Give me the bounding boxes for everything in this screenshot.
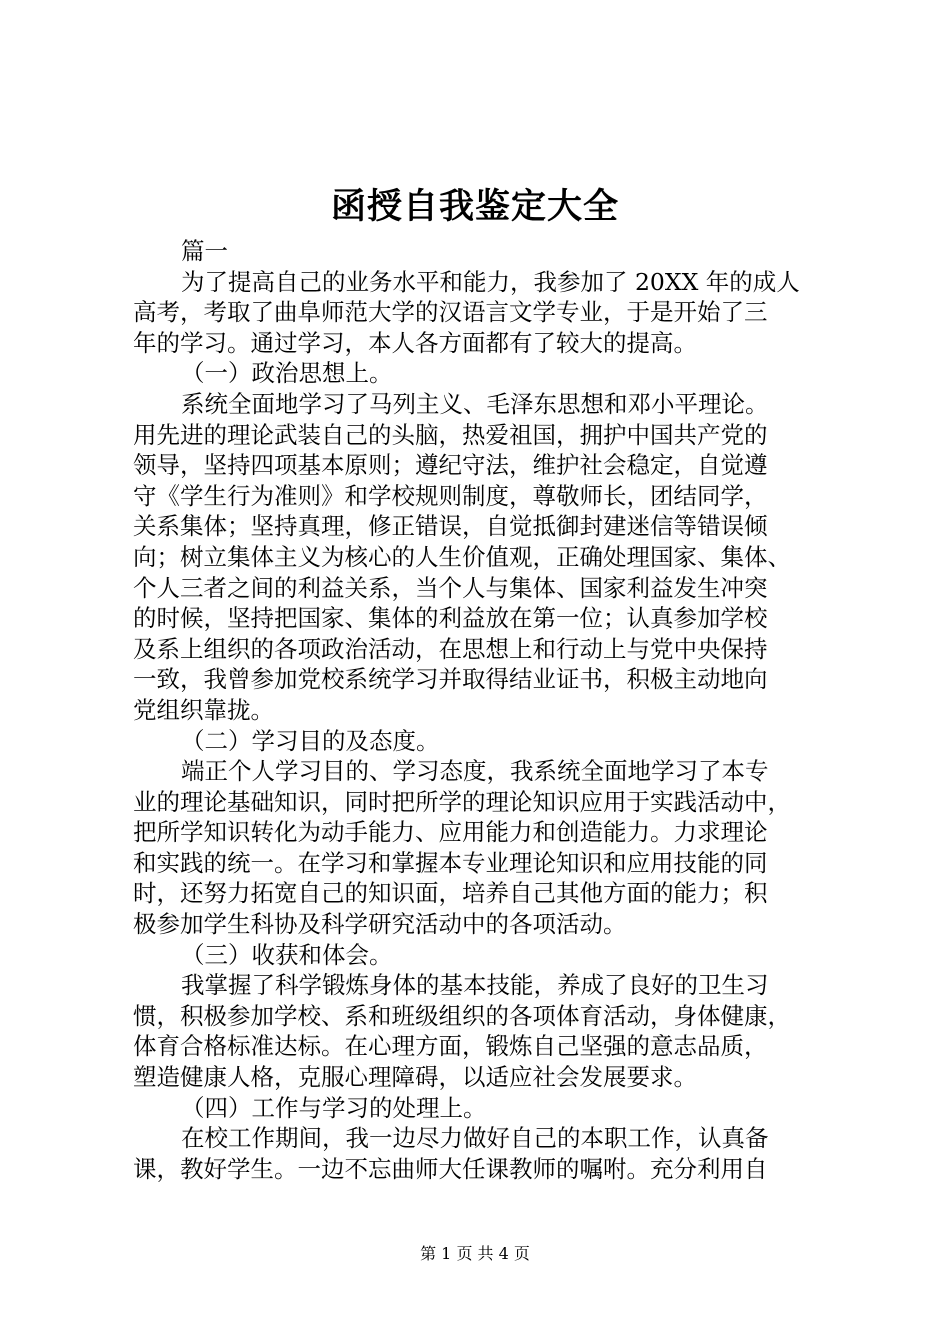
body-line: 业的理论基础知识，同时把所学的理论知识应用于实践活动中， — [133, 787, 791, 816]
body-line: 守《学生行为准则》和学校规则制度，尊敬师长，团结同学， — [133, 481, 768, 510]
body-line: （三）收获和体会。 — [181, 940, 393, 969]
body-line: 年的学习。通过学习，本人各方面都有了较大的提高。 — [133, 328, 697, 357]
body-line: 体育合格标准达标。在心理方面，锻炼自己坚强的意志品质， — [133, 1032, 768, 1061]
body-line: 高考，考取了曲阜师范大学的汉语言文学专业，于是开始了三 — [133, 298, 768, 327]
body-line: 和实践的统一。在学习和掌握本专业理论知识和应用技能的同 — [133, 848, 768, 877]
body-line: 我掌握了科学锻炼身体的基本技能，养成了良好的卫生习 — [181, 971, 769, 1000]
body-line: （二）学习目的及态度。 — [181, 726, 440, 755]
body-line: 向；树立集体主义为核心的人生价值观，正确处理国家、集体、 — [133, 542, 791, 571]
body-line: 极参加学生科协及科学研究活动中的各项活动。 — [133, 910, 627, 939]
body-line: 系统全面地学习了马列主义、毛泽东思想和邓小平理论。 — [181, 389, 769, 418]
body-line: 的时候，坚持把国家、集体的利益放在第一位；认真参加学校 — [133, 604, 768, 633]
body-line: 塑造健康人格，克服心理障碍，以适应社会发展要求。 — [133, 1063, 697, 1092]
body-line: 及系上组织的各项政治活动，在思想上和行动上与党中央保持 — [133, 634, 768, 663]
body-line: 惯，积极参加学校、系和班级组织的各项体育活动，身体健康， — [133, 1001, 791, 1030]
body-line: 在校工作期间，我一边尽力做好自己的本职工作，认真备 — [181, 1124, 769, 1153]
body-line: （四）工作与学习的处理上。 — [181, 1093, 487, 1122]
page-footer: 第 1 页 共 4 页 — [420, 1244, 530, 1263]
body-line: 端正个人学习目的、学习态度，我系统全面地学习了本专 — [181, 757, 769, 786]
body-line: 把所学知识转化为动手能力、应用能力和创造能力。力求理论 — [133, 818, 768, 847]
document-body — [133, 236, 833, 1184]
body-line: 用先进的理论武装自己的头脑，热爱祖国，拥护中国共产党的 — [133, 420, 768, 449]
body-line: 个人三者之间的利益关系，当个人与集体、国家利益发生冲突 — [133, 573, 768, 602]
body-line: 关系集体；坚持真理，修正错误，自觉抵御封建迷信等错误倾 — [133, 512, 768, 541]
body-line: 课，教好学生。一边不忘曲师大任课教师的嘱咐。充分利用自 — [133, 1154, 768, 1183]
body-line: 领导，坚持四项基本原则；遵纪守法，维护社会稳定，自觉遵 — [133, 451, 768, 480]
body-line: 时，还努力拓宽自己的知识面，培养自己其他方面的能力；积 — [133, 879, 768, 908]
body-line: 篇一 — [181, 237, 228, 265]
body-line: 为了提高自己的业务水平和能力，我参加了 20XX 年的成人 — [181, 267, 800, 296]
body-line: （一）政治思想上。 — [181, 359, 393, 388]
body-line: 一致，我曾参加党校系统学习并取得结业证书，积极主动地向 — [133, 665, 768, 694]
document-title: 函授自我鉴定大全 — [330, 186, 619, 227]
body-line: 党组织靠拢。 — [133, 695, 274, 724]
